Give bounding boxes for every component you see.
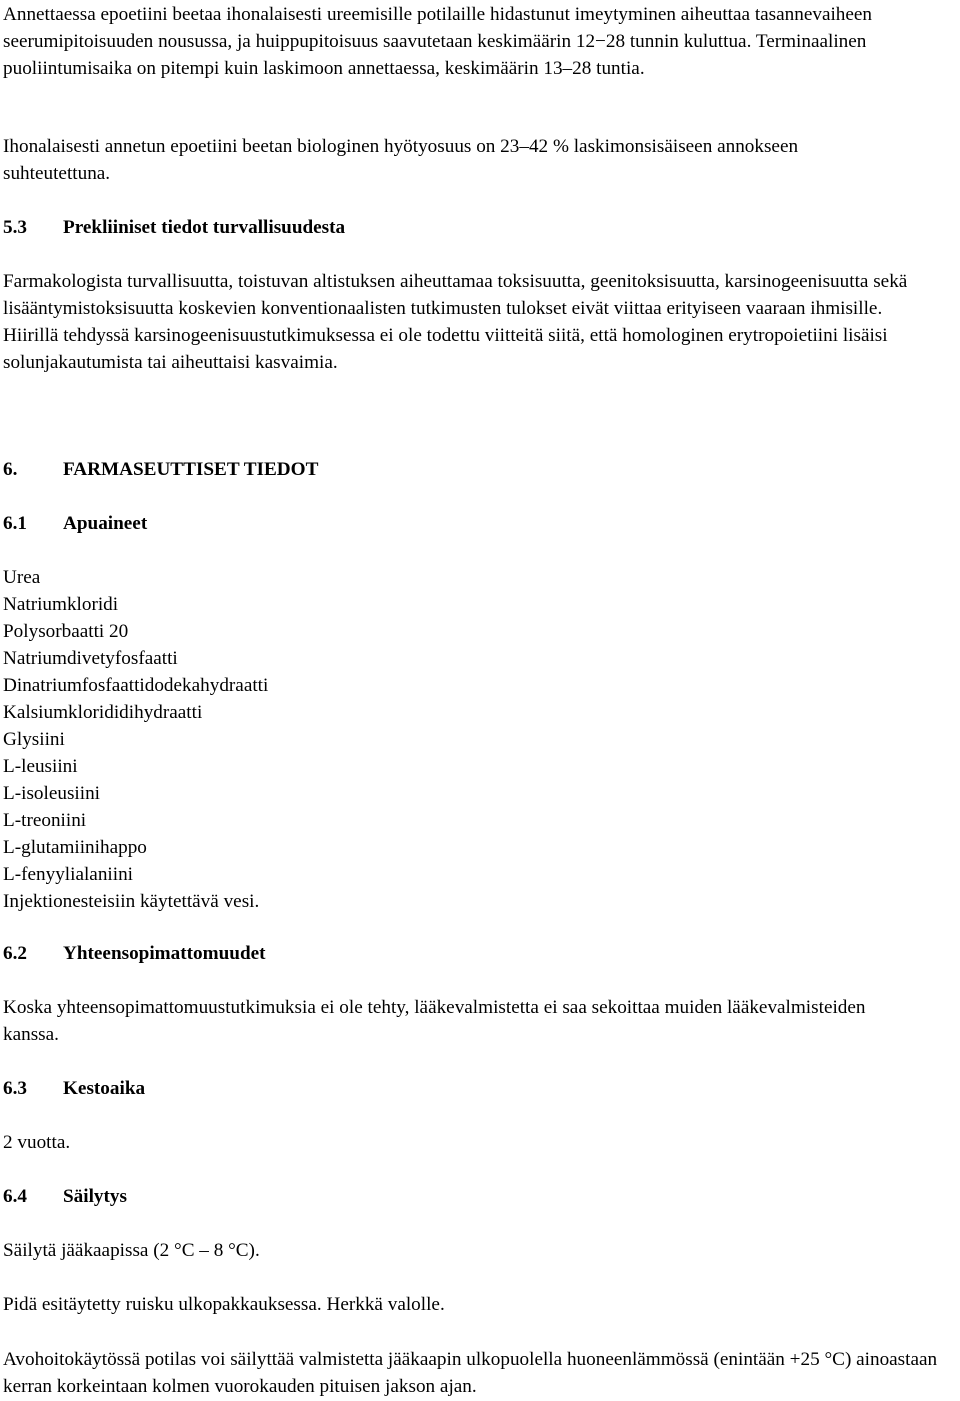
section-6-4-outpatient-storage: Avohoitokäytössä potilas voi säilyttää valmistetta jääkaapin ulkopuolella huoneenlämmössä (enintään +25 °C) ainoastaan kerran korkeintaan kolmen vuorokauden pituisen jakson ajan. (3, 1349, 938, 1397)
list-item: Natriumdivetyfosfaatti (3, 648, 178, 669)
section-6-3-text: 2 vuotta. (3, 1132, 71, 1153)
list-item: Urea (3, 567, 41, 588)
section-6-3-heading (3, 1075, 145, 1102)
intro-paragraph-absorption: Annettaessa epoetiini beetaa ihonalaisesti ureemisille potilaille hidastunut imeytyminen aiheuttaa tasannevaiheen seerumipitoisuuden nousussa, ja huippupitoisuus saavutetaan keskimäärin 12−28 tunnin kuluttua. Terminaalinen puoliintumisaika on pitempi kuin laskimoon annettaessa, keskimäärin 13–28 tuntia. (3, 4, 873, 79)
list-item: L-glutamiinihappo (3, 837, 147, 858)
section-6-2-heading (3, 940, 266, 967)
list-item: Natriumkloridi (3, 594, 119, 615)
section-title: FARMASEUTTISET TIEDOT (63, 459, 319, 480)
list-item: Injektionesteisiin käytettävä vesi. (3, 891, 260, 912)
section-6-1-heading (3, 510, 147, 537)
list-item: Glysiini (3, 729, 65, 750)
list-item: L-fenyylialaniini (3, 864, 134, 885)
section-5-3-heading (3, 214, 345, 241)
section-6-2-text: Koska yhteensopimattomuustutkimuksia ei ole tehty, lääkevalmistetta ei saa sekoittaa muiden lääkevalmisteiden kanssa. (3, 997, 866, 1045)
section-number: 6. (3, 459, 18, 480)
section-6-4-light-protection: Pidä esitäytetty ruisku ulkopakkauksessa. Herkkä valolle. (3, 1294, 445, 1315)
section-title: Säilytys (63, 1186, 127, 1207)
section-number: 5.3 (3, 217, 27, 238)
section-title: Apuaineet (63, 513, 148, 534)
list-item: L-treoniini (3, 810, 87, 831)
section-number: 6.4 (3, 1186, 27, 1207)
list-item: L-leusiini (3, 756, 78, 777)
list-item: Kalsiumklorididihydraatti (3, 702, 203, 723)
section-title: Yhteensopimattomuudet (63, 943, 266, 964)
section-5-3-text: Farmakologista turvallisuutta, toistuvan altistuksen aiheuttamaa toksisuutta, geenitoksisuutta, karsinogeenisuutta sekä lisääntymistoksisuutta koskevien konventionaalisten tutkimusten tulokset eivät viittaa erityiseen vaaraan ihmisille. Hiirillä tehdyssä karsinogeenisuustutkimuksessa ei ole todettu viitteitä siitä, että homologinen erytropoietiini lisäisi solunjakautumista tai aiheuttaisi kasvaimia. (3, 271, 908, 373)
section-6-heading (3, 456, 318, 483)
section-number: 6.1 (3, 513, 27, 534)
section-6-4-heading (3, 1183, 127, 1210)
section-title: Prekliiniset tiedot turvallisuudesta (63, 217, 346, 238)
list-item: Dinatriumfosfaattidodekahydraatti (3, 675, 269, 696)
section-6-4-storage-temperature: Säilytä jääkaapissa (2 °C – 8 °C). (3, 1240, 260, 1261)
section-number: 6.2 (3, 943, 27, 964)
section-number: 6.3 (3, 1078, 27, 1099)
excipients-list (3, 564, 268, 915)
list-item: L-isoleusiini (3, 783, 100, 804)
list-item: Polysorbaatti 20 (3, 621, 129, 642)
intro-paragraph-bioavailability: Ihonalaisesti annetun epoetiini beetan biologinen hyötyosuus on 23–42 % laskimonsisäiseen annokseen suhteutettuna. (3, 136, 799, 184)
section-title: Kestoaika (63, 1078, 146, 1099)
